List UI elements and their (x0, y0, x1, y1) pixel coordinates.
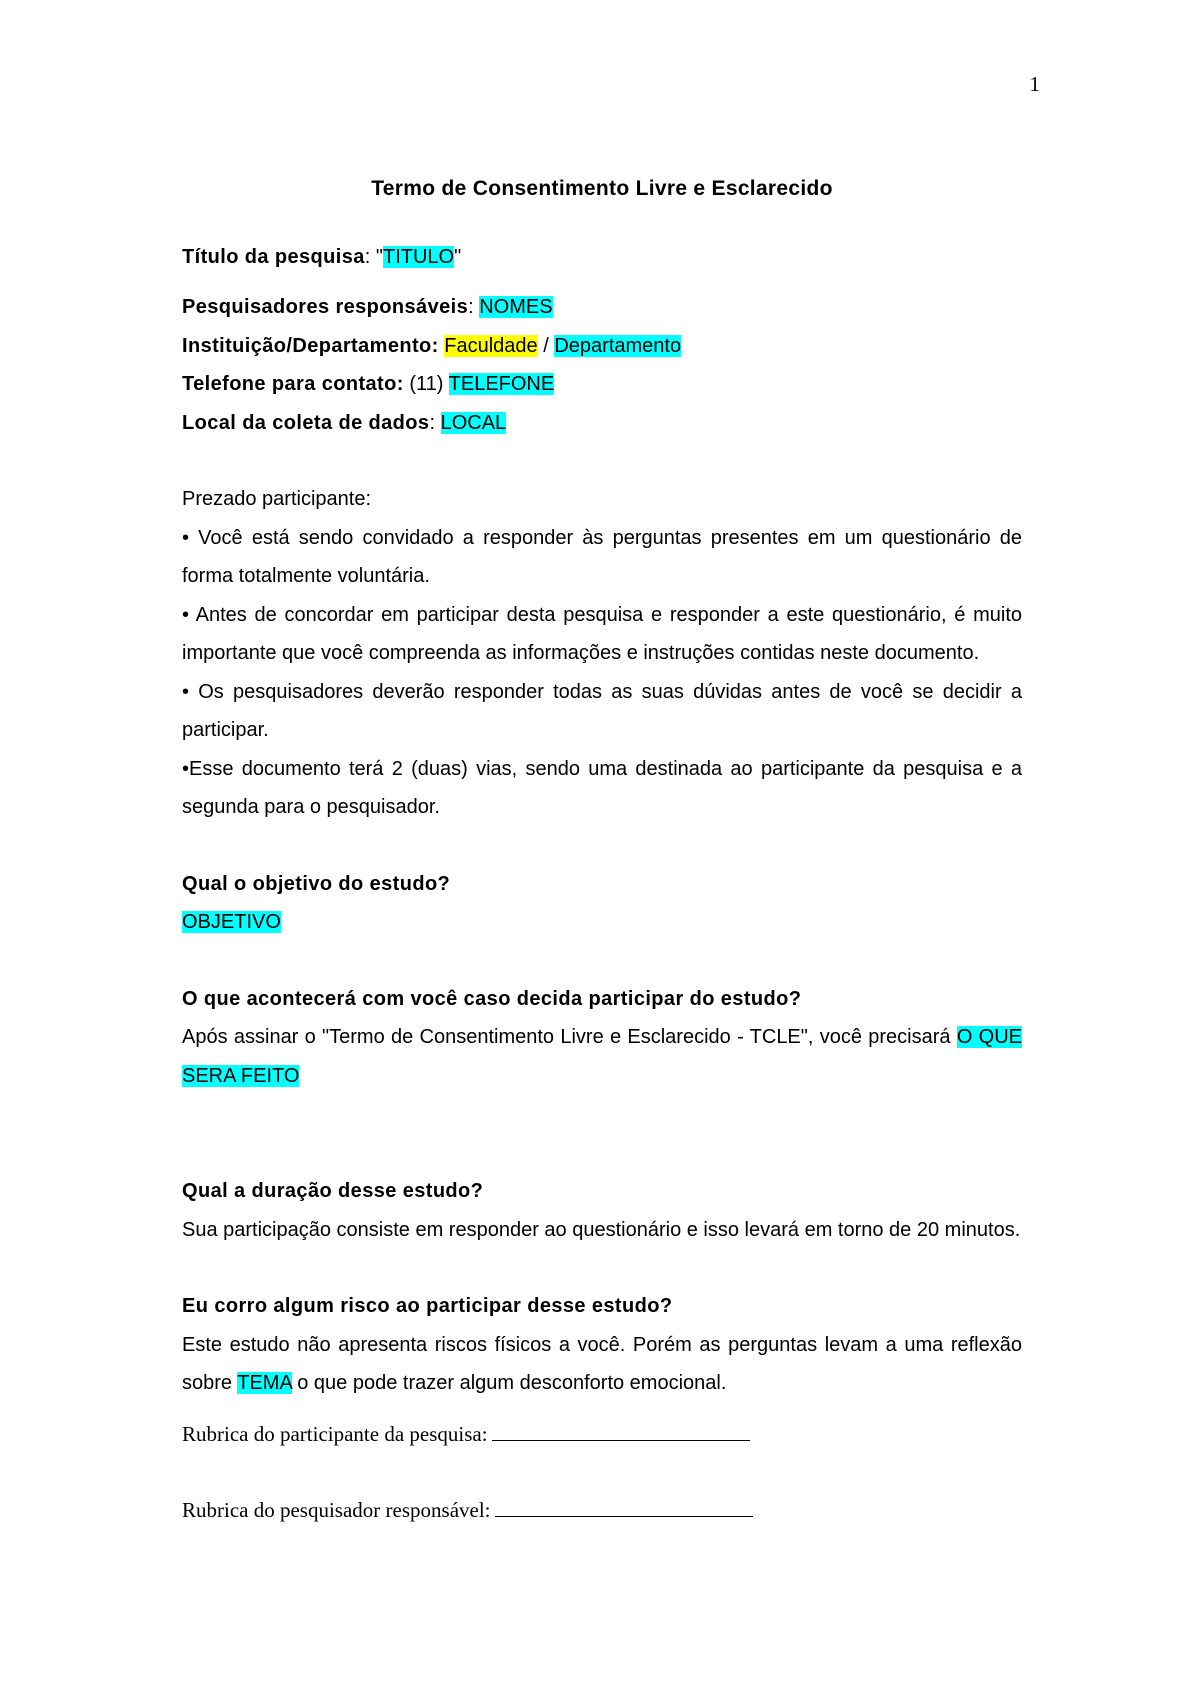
section-heading-objetivo: Qual o objetivo do estudo? (182, 872, 451, 895)
field-instituicao (182, 327, 1022, 366)
bullet-item: • Os pesquisadores deverão responder todas as suas dúvidas antes de você se decidir a participar. (182, 680, 1022, 741)
page-number: 1 (1029, 72, 1040, 96)
field-titulo (182, 238, 1022, 277)
spacer (182, 1453, 1022, 1491)
local-separator: : (429, 411, 441, 434)
spacer (182, 942, 1022, 980)
titulo-label: Título da pesquisa (182, 245, 365, 268)
local-value: LOCAL (440, 411, 507, 434)
signature-participante-line[interactable] (492, 1418, 750, 1441)
document-body (182, 170, 1022, 1530)
spacer (182, 1403, 1022, 1415)
acontecera-text: Após assinar o "Termo de Consentimento Livre e Esclarecido - TCLE", você precisará (182, 1026, 957, 1048)
objetivo-value: OBJETIVO (182, 911, 281, 933)
instituicao-label: Instituição/Departamento: (182, 334, 439, 357)
section-heading-risco: Eu corro algum risco ao participar desse estudo? (182, 1295, 673, 1317)
document-title: Termo de Consentimento Livre e Esclarecido (371, 177, 833, 200)
risco-text-2: o que pode trazer algum desconforto emocional. (291, 1372, 727, 1394)
greeting: Prezado participante: (182, 488, 372, 510)
telefone-prefix: (11) (403, 373, 449, 395)
signature-pesquisador (182, 1491, 1022, 1530)
pesquisadores-separator: : (468, 296, 480, 318)
field-telefone (182, 365, 1022, 404)
titulo-separator: : " (364, 245, 383, 268)
spacer (182, 1249, 1022, 1287)
signature-participante (182, 1415, 1022, 1454)
bullet-item: •Esse documento terá 2 (duas) vias, sendo uma destinada ao participante da pesquisa e a segunda para o pesquisador. (182, 757, 1022, 818)
section-heading-duracao: Qual a duração desse estudo? (182, 1180, 484, 1202)
telefone-value: TELEFONE (448, 373, 555, 395)
telefone-label: Telefone para contato: (182, 373, 404, 395)
spacer (182, 827, 1022, 865)
instituicao-departamento: Departamento (554, 334, 682, 357)
signature-participante-label: Rubrica do participante da pesquisa: (182, 1421, 488, 1446)
field-pesquisadores (182, 288, 1022, 327)
acontecera-paragraph (182, 1018, 1022, 1095)
bullet-item: • Antes de concordar em participar desta pesquisa e responder a este questionário, é muito importante que você compreenda as informações e instruções contidas neste documento. (182, 603, 1022, 664)
signature-pesquisador-label: Rubrica do pesquisador responsável: (182, 1498, 491, 1522)
objetivo-paragraph (182, 903, 1022, 942)
risco-text-1: Este estudo não apresenta riscos físicos a você. Porém as perguntas levam a uma reflexão sobre (182, 1333, 1022, 1394)
instituicao-separator: / (537, 334, 555, 357)
risco-paragraph (182, 1326, 1022, 1403)
duracao-paragraph: Sua participação consiste em responder ao questionário e isso levará em torno de 20 minutos. (182, 1218, 1021, 1241)
local-label: Local da coleta de dados (182, 411, 430, 434)
instituicao-faculdade: Faculdade (444, 334, 538, 357)
pesquisadores-label: Pesquisadores responsáveis (182, 296, 469, 318)
signature-pesquisador-line[interactable] (495, 1494, 753, 1517)
spacer (182, 1095, 1022, 1172)
spacer (182, 442, 1022, 480)
titulo-value: TITULO (383, 245, 455, 268)
field-local (182, 404, 1022, 443)
pesquisadores-value: NOMES (479, 296, 553, 318)
spacer (182, 276, 1022, 288)
acontecera-value: O QUE SERA FEITO (182, 1026, 1022, 1087)
bullet-item: • Você está sendo convidado a responder às perguntas presentes em um questionário de forma totalmente voluntária. (182, 526, 1022, 587)
titulo-end: " (454, 245, 462, 268)
section-heading-acontecera: O que acontecerá com você caso decida participar do estudo? (182, 987, 802, 1010)
risco-value: TEMA (237, 1372, 292, 1394)
